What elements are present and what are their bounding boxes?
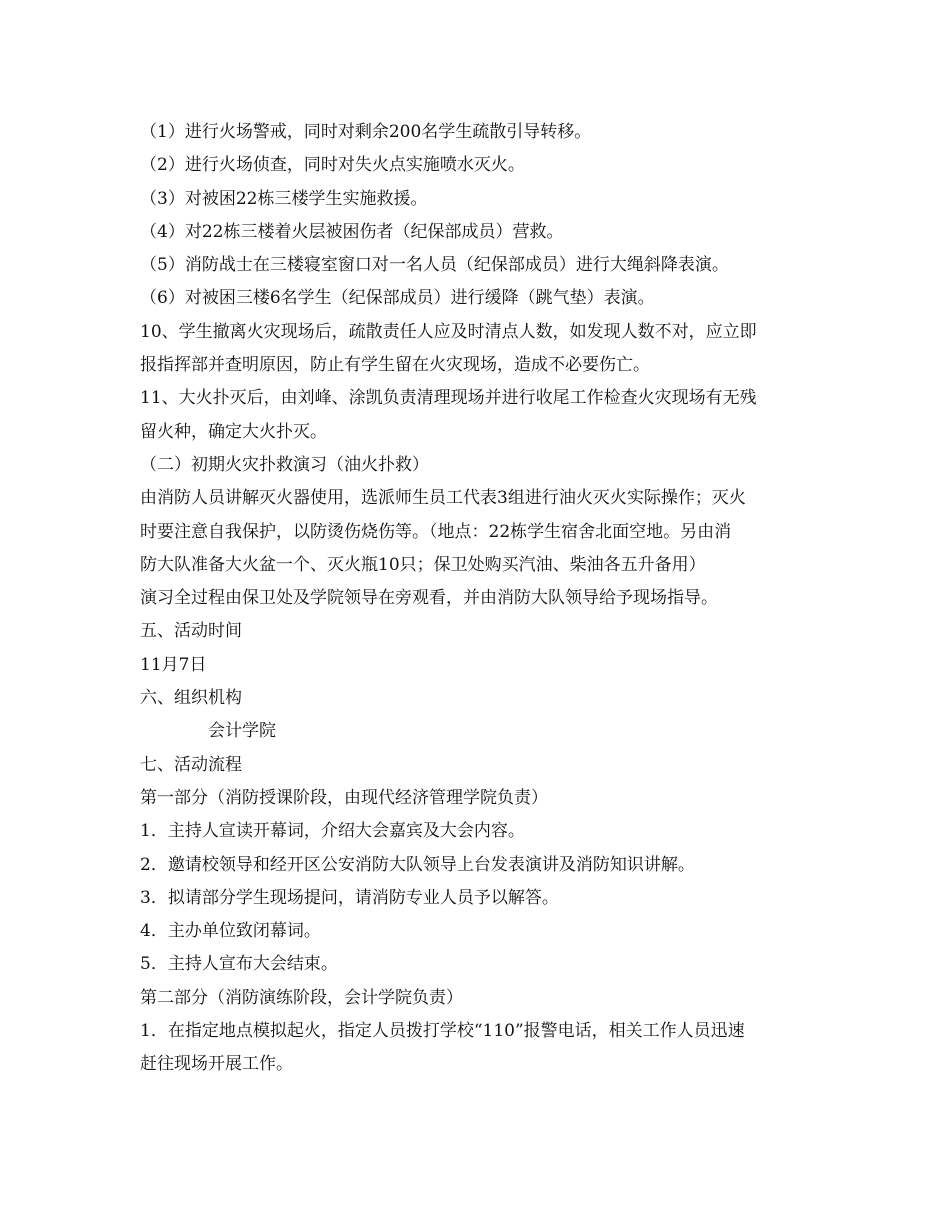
text-line-paragraph-3: 防大队准备大火盆一个、灭火瓶10只；保卫处购买汽油、柴油各五升备用）	[140, 554, 706, 575]
text-line-step-3: （3）对被困22栋三楼学生实施救援。	[140, 188, 428, 209]
text-line-item-10: 10、学生撤离火灾现场后，疏散责任人应及时清点人数，如发现人数不对，应立即	[140, 321, 757, 342]
section-heading-drill: （二）初期火灾扑救演习（油火扑救）	[140, 454, 429, 475]
text-line-part2-step-1: 1．在指定地点模拟起火，指定人员拨打学校“110”报警电话，相关工作人员迅速	[140, 1021, 745, 1042]
text-line-part1-step-4: 4．主办单位致闭幕词。	[140, 921, 321, 942]
section-heading-organization: 六、组织机构	[140, 688, 242, 709]
text-line-item-11-cont: 留火种，确定大火扑灭。	[140, 421, 327, 442]
text-line-step-1: （1）进行火场警戒，同时对剩余200名学生疏散引导转移。	[140, 122, 592, 142]
text-line-paragraph-2: 时要注意自我保护，以防烫伤烧伤等。（地点：22栋学生宿舍北面空地。另由消	[140, 521, 732, 542]
text-line-step-2: （2）进行火场侦查，同时对失火点实施喷水灭火。	[140, 155, 525, 176]
text-line-part1-step-1: 1．主持人宣读开幕词，介绍大会嘉宾及大会内容。	[140, 821, 525, 842]
text-line-part1-step-5: 5．主持人宣布大会结束。	[140, 954, 338, 975]
text-line-step-4: （4）对22栋三楼着火层被困伤者（纪保部成员）营救。	[140, 221, 564, 242]
text-line-item-11: 11、大火扑灭后，由刘峰、涂凯负责清理现场并进行收尾工作检查火灾现场有无残	[140, 388, 757, 409]
subsection-heading-part-1: 第一部分（消防授课阶段，由现代经济管理学院负责）	[140, 787, 548, 808]
text-line-step-5: （5）消防战士在三楼寝室窗口对一名人员（纪保部成员）进行大绳斜降表演。	[140, 255, 729, 276]
document-body	[140, 116, 820, 1082]
text-line-part1-step-3: 3．拟请部分学生现场提问，请消防专业人员予以解答。	[140, 887, 559, 908]
section-heading-time: 五、活动时间	[140, 621, 242, 642]
section-heading-process: 七、活动流程	[140, 754, 242, 775]
subsection-heading-part-2: 第二部分（消防演练阶段，会计学院负责）	[140, 987, 463, 1008]
text-line-step-6: （6）对被困三楼6名学生（纪保部成员）进行缓降（跳气垫）表演。	[140, 288, 655, 309]
text-line-paragraph-1: 由消防人员讲解灭火器使用，选派师生员工代表3组进行油火灭火实际操作；灭火	[140, 488, 746, 509]
text-line-paragraph-4: 演习全过程由保卫处及学院领导在旁观看，并由消防大队领导给予现场指导。	[140, 588, 718, 609]
text-line-part1-step-2: 2．邀请校领导和经开区公安消防大队领导上台发表演讲及消防知识讲解。	[140, 854, 695, 875]
text-line-organization: 会计学院	[208, 721, 276, 742]
text-line-date: 11月7日	[140, 654, 207, 675]
text-line-part2-step-1-cont: 赶往现场开展工作。	[140, 1054, 293, 1075]
text-line-item-10-cont: 报指挥部并查明原因，防止有学生留在火灾现场，造成不必要伤亡。	[140, 355, 650, 376]
